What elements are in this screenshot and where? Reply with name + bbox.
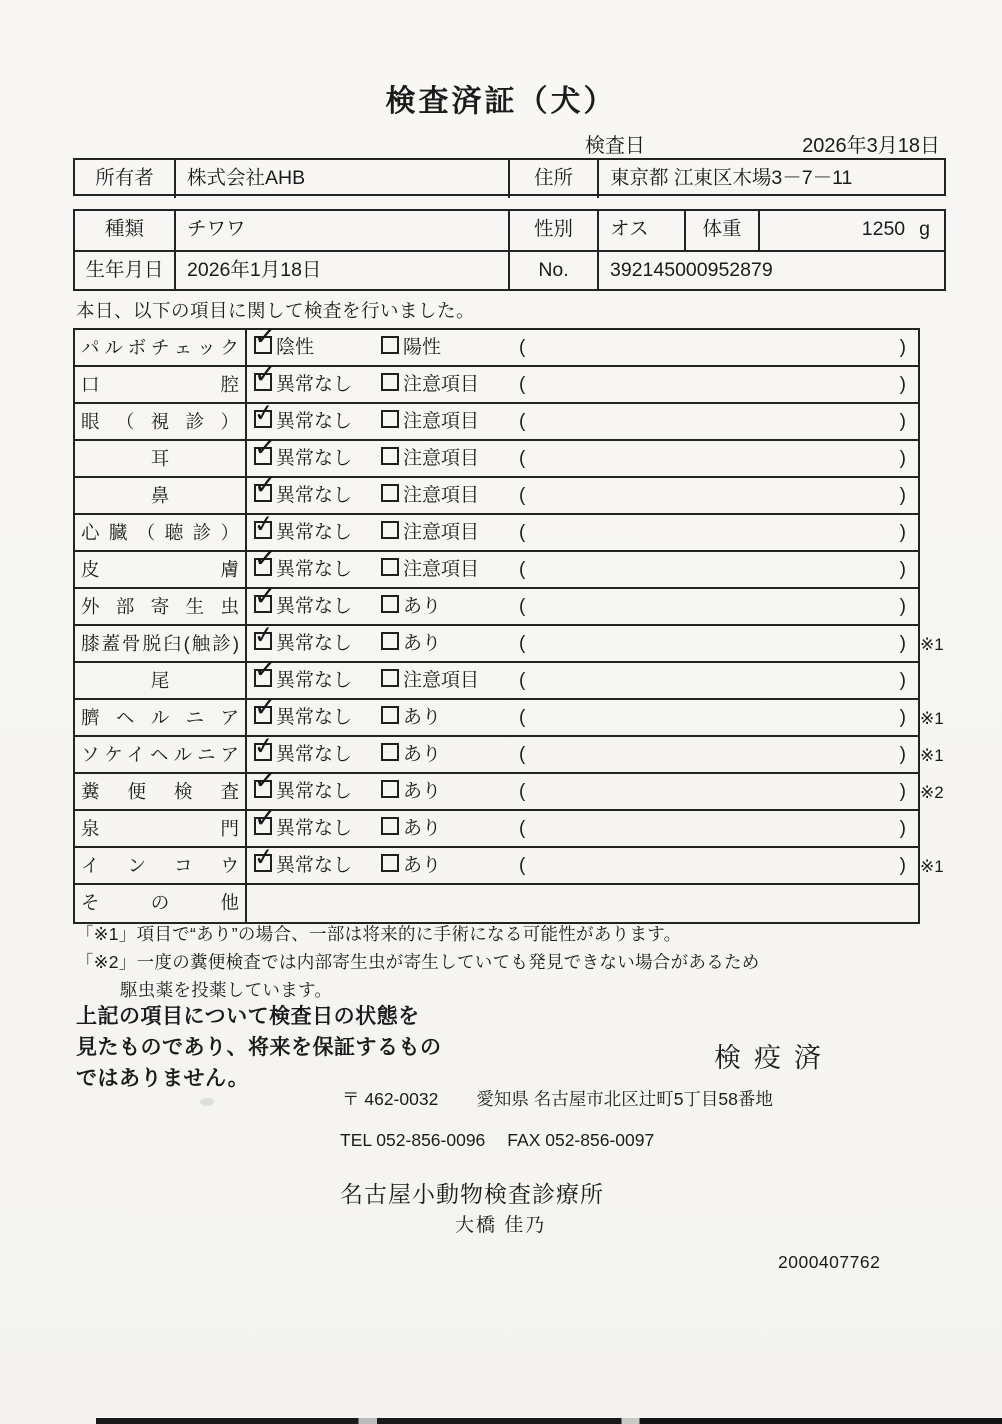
open-paren: ( (519, 670, 526, 691)
checklist-options (247, 653, 918, 698)
birthdate-row (75, 250, 944, 289)
checkbox-icon (253, 542, 278, 576)
checkmark-icon: ✓ (253, 431, 278, 463)
option-2-label: 注意項目 (403, 411, 480, 432)
checklist-options (247, 542, 918, 587)
number-value: 392145000952879 (610, 259, 773, 281)
checklist-options (247, 885, 918, 922)
owner-address-value: 東京都 江東区木場3－7－11 (610, 167, 853, 189)
clinic-address: 愛知県 名古屋市北区辻町5丁目58番地 (476, 1089, 773, 1109)
checkbox-icon (252, 731, 276, 762)
checklist-options (247, 431, 918, 476)
close-paren: ) (899, 522, 906, 543)
close-paren: ) (899, 411, 906, 432)
checklist-item-label: その他 (75, 885, 247, 922)
option-2-label: 注意項目 (403, 522, 480, 543)
close-paren: ) (899, 707, 906, 728)
checklist-item-label: ソケイヘルニア (75, 737, 247, 772)
option-1 (254, 470, 353, 513)
checkbox-icon (253, 431, 278, 465)
clinic-postal-code: 〒 462-0032 (342, 1089, 439, 1109)
option-1-label: 陰性 (276, 337, 315, 358)
checklist-options (247, 692, 918, 735)
option-2-label: 陽性 (403, 337, 442, 358)
open-paren: ( (519, 337, 526, 358)
checklist-options (247, 470, 918, 513)
sex-value: オス (599, 211, 686, 250)
weight-number: 1250 (861, 218, 906, 240)
option-2 (381, 589, 441, 624)
option-2 (381, 811, 441, 846)
checklist-options (247, 398, 918, 439)
checkmark-icon: ✓ (252, 620, 276, 651)
option-1-label: 異常なし (276, 633, 353, 654)
option-2 (381, 441, 479, 476)
inspection-date-label: 検査日 (585, 135, 645, 157)
checklist-row (75, 764, 944, 811)
checkbox-icon (381, 632, 399, 650)
checkbox-icon (381, 669, 399, 687)
weight-label: 体重 (686, 211, 760, 250)
checkmark-icon: ✓ (252, 509, 276, 540)
owner-address-label: 住所 (510, 160, 599, 198)
checkbox-icon (381, 521, 399, 539)
clinic-fax: FAX 052-856-0097 (507, 1130, 655, 1150)
checkbox-icon (381, 558, 399, 576)
checklist-options (247, 509, 918, 550)
disclaimer-text (76, 1001, 442, 1094)
serial-number: 2000407762 (778, 1252, 881, 1272)
checklist-item-label: 糞便検査 (75, 774, 247, 809)
checklist-row (75, 842, 944, 885)
checkmark-icon: ✓ (253, 653, 278, 685)
checkbox-icon (381, 595, 399, 613)
checklist-item-label: 口腔 (75, 367, 247, 402)
option-2 (381, 700, 441, 735)
close-paren: ) (899, 781, 906, 802)
weight-unit: g (919, 218, 930, 240)
checklist-item-label: パルボチェック (75, 330, 247, 365)
clinic-address-line (342, 1086, 773, 1111)
checklist-row (75, 509, 918, 552)
checklist-item-label: 眼（視診） (75, 404, 247, 439)
open-paren: ( (519, 485, 526, 506)
option-1-label: 異常なし (276, 707, 353, 728)
checklist-item-label: 皮膚 (75, 552, 247, 587)
number-label: No. (510, 252, 599, 289)
option-1 (254, 359, 353, 402)
checklist-row (75, 542, 918, 589)
checkbox-icon (381, 706, 399, 724)
checklist-row (75, 359, 918, 404)
option-2 (381, 663, 479, 698)
row-footnote-mark: ※1 (920, 746, 944, 765)
option-2-label: 注意項目 (403, 670, 480, 691)
checklist-item-label: 泉門 (75, 811, 247, 846)
owner-value: 株式会社AHB (176, 160, 510, 198)
owner-row (75, 160, 944, 198)
checklist-item-label: 臍ヘルニア (75, 700, 247, 735)
option-1 (254, 803, 353, 846)
close-paren: ) (899, 633, 906, 654)
checklist-row (75, 581, 918, 626)
option-1-label: 異常なし (276, 670, 353, 691)
option-2-label: あり (403, 781, 442, 802)
option-2 (381, 774, 441, 809)
option-2-label: あり (403, 855, 442, 876)
sex-label: 性別 (510, 211, 599, 250)
checkmark-icon: ✓ (254, 692, 277, 722)
open-paren: ( (519, 781, 526, 802)
disclaimer-line-2: 見たものであり、将来を保証するもの (76, 1036, 442, 1059)
veterinarian-name: 大橋 佳乃 (455, 1215, 547, 1236)
checkbox-icon (252, 842, 276, 873)
checkmark-icon: ✓ (254, 803, 277, 833)
option-1 (252, 842, 353, 883)
page-title: 検査済証（犬） (385, 85, 617, 118)
close-paren: ) (899, 670, 906, 691)
checklist-row (75, 803, 918, 848)
footnote-2-line2: 駆虫薬を投薬しています。 (120, 980, 333, 1000)
checkbox-icon (252, 398, 276, 429)
close-paren: ) (899, 448, 906, 469)
checklist-options (247, 764, 918, 809)
checkmark-icon: ✓ (253, 542, 278, 574)
option-1-label: 異常なし (276, 485, 353, 506)
checkbox-icon (381, 817, 399, 835)
open-paren: ( (519, 448, 526, 469)
close-paren: ) (899, 855, 906, 876)
checklist-options (247, 842, 918, 883)
checkbox-icon (254, 470, 277, 502)
birthdate-value: 2026年1月18日 (176, 252, 510, 289)
checkbox-icon (252, 620, 276, 651)
checklist-row (75, 653, 918, 700)
close-paren: ) (899, 374, 906, 395)
checklist-row (75, 470, 918, 515)
breed-value: チワワ (176, 211, 510, 250)
checkbox-icon (253, 653, 278, 687)
checklist-options (247, 359, 918, 402)
checkbox-icon (253, 764, 278, 798)
checklist-options (247, 581, 918, 624)
option-2-label: 注意項目 (403, 374, 480, 395)
checklist-options (247, 803, 918, 846)
breed-row (75, 211, 944, 250)
open-paren: ( (519, 707, 526, 728)
disclaimer-line-3: ではありません。 (76, 1067, 250, 1090)
checkmark-icon: ✓ (253, 764, 278, 796)
close-paren: ) (899, 337, 906, 358)
option-1-label: 異常なし (276, 411, 353, 432)
checklist-item-label: 耳 (75, 441, 247, 476)
checkbox-icon (381, 373, 399, 391)
option-2 (381, 330, 441, 365)
option-1-label: 異常なし (276, 374, 353, 395)
close-paren: ) (899, 818, 906, 839)
footnote-2-line1: 「※2」一度の糞便検査では内部寄生虫が寄生していても発見できない場合があるため (76, 952, 760, 972)
disclaimer-line-1: 上記の項目について検査日の状態を (76, 1005, 420, 1028)
checkmark-icon: ✓ (252, 398, 276, 429)
checkmark-icon: ✓ (254, 359, 277, 389)
option-2 (381, 848, 441, 883)
open-paren: ( (519, 818, 526, 839)
checkbox-icon (254, 692, 277, 724)
checklist-row (75, 431, 918, 478)
quarantine-stamp: 検疫済 (714, 1043, 834, 1073)
open-paren: ( (519, 374, 526, 395)
open-paren: ( (519, 633, 526, 654)
close-paren: ) (899, 596, 906, 617)
option-2-label: あり (403, 707, 442, 728)
weight-value (760, 211, 944, 250)
option-1-label: 異常なし (276, 855, 353, 876)
breed-label: 種類 (75, 211, 176, 250)
option-2 (381, 367, 479, 402)
owner-label: 所有者 (75, 160, 176, 198)
option-1-label: 異常なし (276, 448, 353, 469)
close-paren: ) (899, 744, 906, 765)
checkmark-icon: ✓ (254, 470, 277, 500)
pet-info-table (73, 209, 946, 291)
checkbox-icon (381, 743, 399, 761)
clinic-contact-line (340, 1130, 654, 1151)
close-paren: ) (899, 485, 906, 506)
option-1-label: 異常なし (276, 744, 353, 765)
open-paren: ( (519, 559, 526, 580)
checklist-row (75, 885, 918, 922)
owner-table (73, 158, 946, 196)
checkmark-icon: ✓ (254, 581, 277, 611)
checkbox-icon (254, 359, 277, 391)
row-footnote-mark: ※1 (920, 635, 944, 654)
checkbox-icon (381, 410, 399, 428)
checklist-item-label: 膝蓋骨脱臼(触診) (75, 626, 247, 661)
option-2 (381, 404, 479, 439)
open-paren: ( (519, 855, 526, 876)
checklist-item-label: インコウ (75, 848, 247, 883)
checklist-row (75, 731, 944, 774)
birthdate-label: 生年月日 (75, 252, 176, 289)
option-2 (381, 737, 441, 772)
checklist-row (75, 620, 944, 663)
checkmark-icon: ✓ (252, 842, 276, 873)
row-footnote-mark: ※1 (920, 709, 944, 728)
option-2-label: あり (403, 744, 442, 765)
checkbox-icon (254, 803, 277, 835)
clinic-tel: TEL 052-856-0096 (340, 1130, 486, 1150)
checkbox-icon (381, 484, 399, 502)
option-2-label: 注意項目 (403, 485, 480, 506)
checklist-row (75, 398, 918, 441)
option-1-label: 異常なし (276, 596, 353, 617)
checkmark-icon: ✓ (252, 731, 276, 762)
checklist-options (247, 731, 918, 772)
scan-edge-artifact (96, 1418, 1002, 1424)
option-1 (254, 692, 353, 735)
scan-smudge (200, 1098, 214, 1106)
checkbox-icon (381, 854, 399, 872)
checklist-options (247, 620, 918, 661)
open-paren: ( (519, 744, 526, 765)
checklist-item-label: 尾 (75, 663, 247, 698)
option-1-label: 異常なし (276, 781, 353, 802)
row-footnote-mark: ※1 (920, 857, 944, 876)
option-2 (381, 552, 479, 587)
checkbox-icon (381, 336, 399, 354)
option-2-label: あり (403, 633, 442, 654)
option-2-label: 注意項目 (403, 559, 480, 580)
footnote-1: 「※1」項目で“あり”の場合、一部は将来的に手術になる可能性があります。 (76, 924, 682, 944)
open-paren: ( (519, 596, 526, 617)
option-2 (381, 515, 479, 550)
checklist-item-label: 心臓（聴診） (75, 515, 247, 550)
option-1 (254, 581, 353, 624)
clinic-name: 名古屋小動物検査診療所 (340, 1181, 604, 1207)
option-2-label: あり (403, 596, 442, 617)
checklist-table (73, 320, 944, 924)
option-1-label: 異常なし (276, 522, 353, 543)
checklist-row (75, 692, 944, 737)
option-2 (381, 626, 441, 661)
checkbox-icon (253, 320, 278, 354)
checklist-item-label: 外部寄生虫 (75, 589, 247, 624)
lead-text: 本日、以下の項目に関して検査を行いました。 (76, 300, 476, 321)
checkbox-icon (252, 509, 276, 540)
option-2-label: 注意項目 (403, 448, 480, 469)
checkbox-icon (381, 780, 399, 798)
inspection-date-value: 2026年3月18日 (802, 135, 940, 157)
open-paren: ( (519, 411, 526, 432)
checklist-item-label: 鼻 (75, 478, 247, 513)
checkbox-icon (381, 447, 399, 465)
option-1-label: 異常なし (276, 559, 353, 580)
checklist-row (75, 320, 918, 367)
close-paren: ) (899, 559, 906, 580)
option-2-label: あり (403, 818, 442, 839)
open-paren: ( (519, 522, 526, 543)
row-footnote-mark: ※2 (920, 783, 944, 802)
option-1-label: 異常なし (276, 818, 353, 839)
option-2 (381, 478, 479, 513)
checkbox-icon (254, 581, 277, 613)
checkmark-icon: ✓ (253, 320, 278, 352)
checklist-options (247, 320, 918, 365)
